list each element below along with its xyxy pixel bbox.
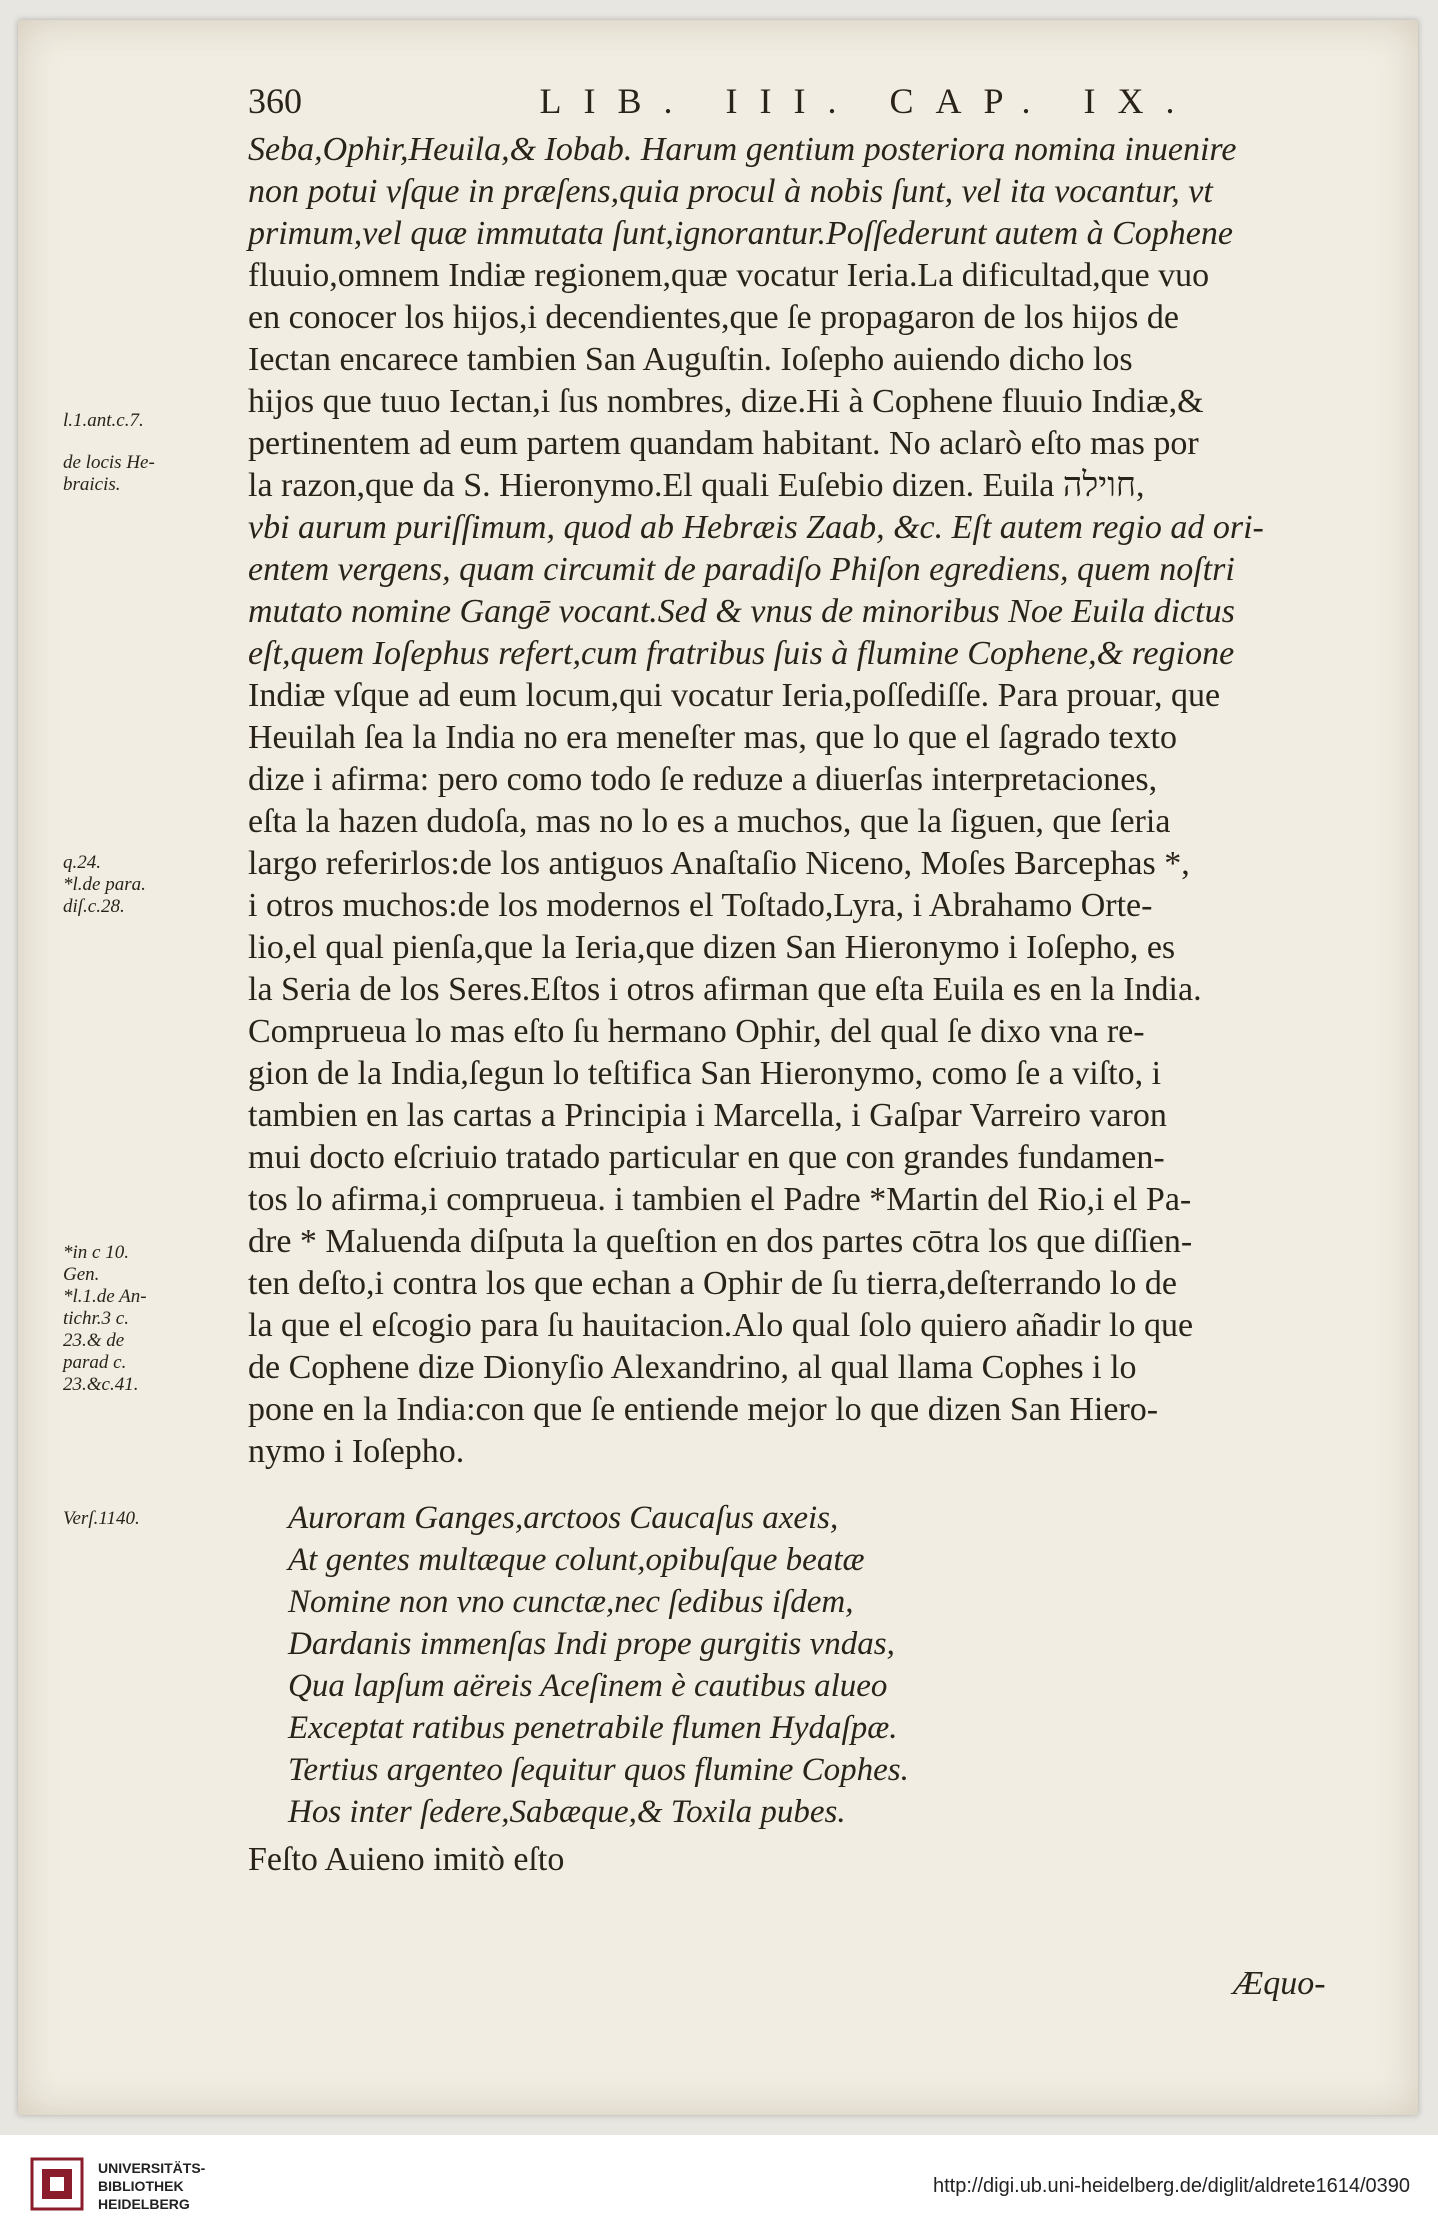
catchword: Æquo- [1233,1965,1326,2002]
text-line: hijos que tuuo Iectan,i ſus nombres, dize.Hi à Cophene fluuio Indiæ,& [248,383,1204,420]
text-line: ten deſto,i contra los que echan a Ophir de ſu tierra,deſterrando lo de [248,1265,1177,1302]
margin-note: diſ.c.28. [63,896,125,917]
library-name [98,2159,205,2213]
text-line: lio,el qual pienſa,que la Ieria,que dizen San Hieronymo i Ioſepho, es [248,929,1176,966]
margin-note: Verſ.1140. [63,1508,140,1529]
text-line: Seba,Ophir,Heuila,& Iobab. Harum gentium posteriora nomina inuenire [248,131,1237,168]
margin-note: Gen. [63,1264,100,1285]
library-logo[interactable] [30,2151,250,2221]
text-line: en conocer los hijos,i decendientes,que ſe propagaron de los hijos de [248,299,1179,336]
library-name-line: UNIVERSITÄTS- [98,2160,206,2176]
text-line: Heuilah ſea la India no era meneſter mas, que lo que el ſagrado texto [248,719,1177,756]
verse-line: Tertius argenteo ſequitur quos flumine Cophes. [288,1752,909,1788]
text-line: la Seria de los Seres.Eſtos i otros afirman que eſta Euila es en la India. [248,971,1202,1008]
text-line: tos lo afirma,i comprueua. i tambien el Padre *Martin del Rio,i el Pa- [248,1181,1192,1218]
text-line: pone en la India:con que ſe entiende mejor lo que dizen San Hiero- [248,1391,1159,1428]
margin-note: de locis He- [63,452,155,473]
text-line: Feſto Auieno imitò eſto [248,1841,565,1878]
page-number: 360 [248,81,302,121]
running-head: LIB. III. CAP. IX. [539,81,1197,121]
text-line: fluuio,omnem Indiæ regionem,quæ vocatur Ieria.La dificultad,que vuo [248,257,1210,294]
text-line: non potui vſque in præſens,quia procul à nobis ſunt, vel ita vocantur, vt [248,173,1213,210]
margin-note: 23.& de [63,1330,125,1351]
margin-note: braicis. [63,474,121,495]
margin-note: q.24. [63,852,101,873]
verse-line: Exceptat ratibus penetrabile flumen Hydaſpæ. [288,1710,898,1746]
text-line: vbi aurum puriſſimum, quod ab Hebræis Zaab, &c. Eſt autem regio ad ori- [248,509,1264,546]
text-line: Indiæ vſque ad eum locum,qui vocatur Ieria,poſſediſſe. Para prouar, que [248,677,1221,714]
margin-note: l.1.ant.c.7. [63,410,144,431]
verse-line: Dardanis immenſas Indi prope gurgitis vndas, [288,1626,895,1662]
margin-note: *l.de para. [63,874,146,895]
text-line: Iectan encarece tambien San Auguſtin. Ioſepho auiendo dicho los [248,341,1133,378]
verse-line: At gentes multæque colunt,opibuſque beatæ [288,1542,865,1578]
text-line: entem vergens, quam circumit de paradiſo Phiſon egrediens, quem noſtri [248,551,1235,588]
text-line: gion de la India,ſegun lo teſtifica San Hieronymo, como ſe a viſto, i [248,1055,1162,1092]
verse-line: Nomine non vno cunctæ,nec ſedibus iſdem, [288,1584,854,1620]
text-line: la que el eſcogio para ſu hauitacion.Alo qual ſolo quiero añadir lo que [248,1307,1194,1344]
text-line: tambien en las cartas a Principia i Marcella, i Gaſpar Varreiro varon [248,1097,1167,1134]
footer [0,2135,1438,2235]
text-line: mutato nomine Gangē vocant.Sed & vnus de minoribus Noe Euila dictus [248,593,1235,630]
text-line: eſta la hazen dudoſa, mas no lo es a muchos, que la ſiguen, que ſeria [248,803,1171,840]
page-header [228,70,1348,130]
text-line: i otros muchos:de los modernos el Toſtado,Lyra, i Abrahamo Orte- [248,887,1153,924]
permalink-url[interactable]: http://digi.ub.uni-heidelberg.de/diglit/aldrete1614/0390 [932,2175,1410,2197]
text-line: largo referirlos:de los antiguos Anaſtaſio Niceno, Moſes Barcephas *, [248,845,1190,882]
verse-line: Hos inter ſedere,Sabæque,& Toxila pubes. [288,1794,846,1830]
verse-line: Qua lapſum aëreis Aceſinem è cautibus alueo [288,1668,888,1704]
text-line: eſt,quem Ioſephus refert,cum fratribus ſuis à flumine Cophene,& regione [248,635,1235,672]
text-line: dre * Maluenda diſputa la queſtion en dos partes cōtra los que diſſien- [248,1223,1193,1260]
text-line: nymo i Ioſepho. [248,1433,465,1470]
text-line: de Cophene dize Dionyſio Alexandrino, al qual llama Cophes i lo [248,1349,1137,1386]
margin-note: 23.&c.41. [63,1374,139,1395]
margin-note: *in c 10. [63,1242,129,1263]
margin-note: parad c. [63,1352,127,1373]
margin-note: tichr.3 c. [63,1308,129,1329]
verse-line: Auroram Ganges,arctoos Caucaſus axeis, [288,1500,839,1536]
library-name-line: HEIDELBERG [98,2196,190,2212]
library-name-line: BIBLIOTHEK [98,2178,184,2194]
library-seal-icon [30,2157,84,2211]
margin-note: *l.1.de An- [63,1286,147,1307]
text-line: Comprueua lo mas eſto ſu hermano Ophir, del qual ſe dixo vna re- [248,1013,1145,1050]
text-line: la razon,que da S. Hieronymo.El quali Euſebio dizen. Euila חוילה, [248,467,1145,504]
text-line: dize i afirma: pero como todo ſe reduze a diuerſas interpretaciones, [248,761,1158,798]
text-line: mui docto eſcriuio tratado particular en que con grandes fundamen- [248,1139,1165,1176]
text-line: pertinentem ad eum partem quandam habitant. No aclarò eſto mas por [248,425,1199,462]
text-line: primum,vel quæ immutata ſunt,ignorantur.Poſſederunt autem à Cophene [248,215,1233,252]
book-page [18,20,1418,2115]
